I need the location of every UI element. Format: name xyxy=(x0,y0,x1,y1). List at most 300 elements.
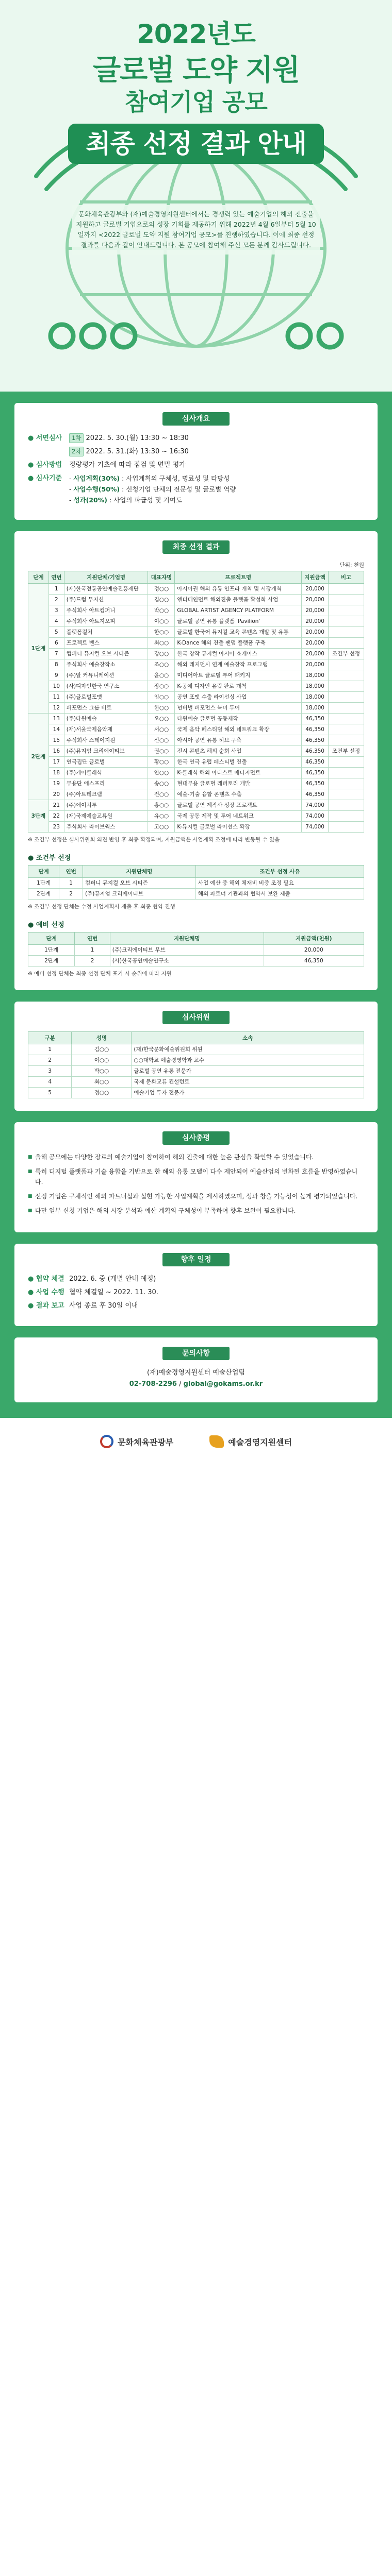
table-cell: 연극집단 글로벌 xyxy=(64,757,148,768)
table-cell xyxy=(329,757,364,768)
table-cell: 아시아권 해외 유통 인프라 개척 및 시장개척 xyxy=(175,584,302,595)
table-cell: 박○○ xyxy=(148,605,175,616)
table-cell: 1 xyxy=(28,1044,72,1055)
table-cell: 46,350 xyxy=(302,724,329,735)
table-header-cell: 대표자명 xyxy=(148,571,175,584)
table-cell: 퍼포먼스 그룹 비트 xyxy=(64,703,148,714)
table-cell: 국제 공동 제작 및 투어 네트워크 xyxy=(175,811,302,822)
table-row xyxy=(28,681,364,692)
final-note: ※ 조건부 선정은 심사위원회 의견 반영 후 최종 확정되며, 지원금액은 사업계획 조정에 따라 변동될 수 있음 xyxy=(28,837,280,843)
table-cell: 3 xyxy=(48,605,64,616)
hero-year: 2022년도 xyxy=(137,19,255,49)
table-row xyxy=(28,703,364,714)
table-row xyxy=(28,670,364,681)
table-cell xyxy=(329,605,364,616)
review-item: ■ 특히 디지털 플랫폼과 기술 융합을 기반으로 한 해외 유통 모델이 다수 제안되어 예술산업의 변화된 흐름을 반영하였습니다. xyxy=(28,1166,364,1187)
table-body xyxy=(28,878,364,900)
final-results-table xyxy=(28,571,364,833)
table-row xyxy=(28,584,364,595)
table-cell: 18,000 xyxy=(302,670,329,681)
table-header-row xyxy=(28,571,364,584)
table-header-row xyxy=(28,933,364,945)
contact-org: (재)예술경영지원센터 예술산업팀 xyxy=(146,1369,246,1377)
table-header-cell: 단계 xyxy=(28,933,75,945)
table-cell: (주)다원예술 xyxy=(64,714,148,724)
table-cell: (주)아트테크랩 xyxy=(64,789,148,800)
table-cell: 20,000 xyxy=(302,605,329,616)
table-cell: 조건부 선정 xyxy=(329,746,364,757)
reserve-note: ※ 예비 선정 단체는 최종 선정 단체 포기 시 순위에 따라 지원 xyxy=(28,971,172,977)
table-header-row xyxy=(28,1032,364,1044)
procedure-title: 향후 일정 xyxy=(162,1253,230,1266)
table-header-cell: 지원단체명 xyxy=(110,933,264,945)
table-cell xyxy=(329,595,364,605)
unit-label: 단위: 천원 xyxy=(339,562,364,568)
procedure-key: ● 협약 체결 xyxy=(28,1275,64,1283)
schedule-value: 정량평가 기초에 따라 점검 및 면밀 평가 xyxy=(69,461,186,469)
table-cell: 9 xyxy=(48,670,64,681)
table-cell: 조○○ xyxy=(148,659,175,670)
table-header-cell: 단계 xyxy=(28,571,49,584)
table-cell xyxy=(329,735,364,746)
kams-logo-icon xyxy=(209,1435,224,1448)
table-cell: 글로벌 공연 유통 전문가 xyxy=(132,1066,364,1077)
table-cell: 정○○ xyxy=(72,1088,132,1098)
table-row xyxy=(28,811,364,822)
table-cell: K-뮤지컬 글로벌 라이선스 확장 xyxy=(175,822,302,833)
table-cell: 한국 창작 뮤지컬 아시아 쇼케이스 xyxy=(175,649,302,659)
schedule-title: 심사개요 xyxy=(162,412,230,426)
table-cell xyxy=(329,670,364,681)
stage-cell: 2단계 xyxy=(28,714,49,800)
procedure-value: 협약 체결일 ~ 2022. 11. 30. xyxy=(69,1289,158,1296)
table-cell: 4 xyxy=(48,616,64,627)
table-cell: 1 xyxy=(48,584,64,595)
reserve-title: ● 예비 선정 xyxy=(28,921,64,929)
table-cell: 15 xyxy=(48,735,64,746)
table-cell: 1 xyxy=(75,945,110,956)
table-row xyxy=(28,1088,364,1098)
table-cell: 오○○ xyxy=(148,714,175,724)
table-header-cell: 지원금액(천원) xyxy=(264,933,364,945)
schedule-row xyxy=(28,460,364,471)
table-header-cell: 연번 xyxy=(48,571,64,584)
table-cell: 17 xyxy=(48,757,64,768)
table-cell: (주)에이치투 xyxy=(64,800,148,811)
table-row xyxy=(28,945,364,956)
table-cell: 3 xyxy=(28,1066,72,1077)
schedule-key: ● 심사기준 xyxy=(28,474,62,482)
table-cell: 정○○ xyxy=(148,584,175,595)
table-cell: 74,000 xyxy=(302,800,329,811)
table-cell: 2 xyxy=(59,889,83,900)
conditional-title: ● 조건부 선정 xyxy=(28,854,71,862)
table-cell xyxy=(329,800,364,811)
criteria-item: - 사업계획(30%) : 사업계획의 구체성, 명료성 및 타당성 xyxy=(69,474,230,482)
table-cell xyxy=(329,692,364,703)
table-cell: 18 xyxy=(48,768,64,778)
table-row xyxy=(28,692,364,703)
kams-logo xyxy=(209,1435,292,1448)
table-cell: 현대무용 글로벌 레퍼토리 개발 xyxy=(175,778,302,789)
table-cell: 4 xyxy=(28,1077,72,1088)
table-header-cell: 지원금액 xyxy=(302,571,329,584)
table-cell: 조건부 선정 xyxy=(329,649,364,659)
table-row xyxy=(28,746,364,757)
table-cell: 46,350 xyxy=(302,746,329,757)
table-cell: 엔터테인먼트 해외진출 플랫폼 활성화 사업 xyxy=(175,595,302,605)
table-cell: 장○○ xyxy=(148,681,175,692)
contact-email[interactable]: global@gokams.or.kr xyxy=(183,1380,263,1388)
table-cell xyxy=(329,811,364,822)
table-row xyxy=(28,956,364,967)
procedure-card xyxy=(14,1244,378,1326)
table-cell: (주)드럼 무지션 xyxy=(64,595,148,605)
table-cell: 이○○ xyxy=(148,616,175,627)
hero-title: 글로벌 도약 지원 xyxy=(93,54,299,87)
schedule-key: ● 서면심사 xyxy=(28,434,62,442)
schedule-key xyxy=(28,446,69,457)
procedure-row xyxy=(28,1300,364,1312)
hero xyxy=(0,0,392,392)
review-title: 심사총평 xyxy=(162,1131,230,1145)
table-cell: 해외 레지던시 연계 예술창작 프로그램 xyxy=(175,659,302,670)
table-cell: 미디어아트 글로벌 투어 패키지 xyxy=(175,670,302,681)
table-cell: 22 xyxy=(48,811,64,822)
table-cell: 권○○ xyxy=(148,746,175,757)
table-cell: 임○○ xyxy=(148,692,175,703)
table-cell: (재)국제예술교류원 xyxy=(64,811,148,822)
table-row xyxy=(28,627,364,638)
table-cell: 컴퍼니 뮤지컬 오브 시티즌 xyxy=(83,878,196,889)
review-item: ■ 선정 기업은 구체적인 해외 파트너십과 실현 가능한 사업계획을 제시하였으며, 성과 창출 가능성이 높게 평가되었습니다. xyxy=(28,1191,364,1201)
mcst-logo-icon xyxy=(100,1435,113,1448)
table-cell: 안○○ xyxy=(148,768,175,778)
kams-logo-text: 예술경영지원센터 xyxy=(228,1437,292,1447)
hero-subtitle: 참여기업 공모 xyxy=(125,88,267,116)
table-cell: 주식회사 아트지오피 xyxy=(64,616,148,627)
contact-card xyxy=(14,1337,378,1402)
table-row xyxy=(28,649,364,659)
table-cell: (주)뮤지엄 크리에이티브 xyxy=(64,746,148,757)
table-cell: 20,000 xyxy=(302,584,329,595)
content-frame xyxy=(0,392,392,1418)
table-row xyxy=(28,822,364,833)
table-cell: 전○○ xyxy=(148,789,175,800)
table-cell xyxy=(329,703,364,714)
table-row xyxy=(28,659,364,670)
table-cell: 46,350 xyxy=(302,789,329,800)
table-cell: 컴퍼니 뮤지컬 오브 시티즌 xyxy=(64,649,148,659)
table-cell: 8 xyxy=(48,659,64,670)
table-cell: 주식회사 라이브웍스 xyxy=(64,822,148,833)
mcst-logo xyxy=(100,1435,173,1448)
table-cell: 46,350 xyxy=(302,714,329,724)
table-cell: 무용단 에스프리 xyxy=(64,778,148,789)
table-cell: (주)글로벌포맷 xyxy=(64,692,148,703)
table-cell: (재)한국문화예술위원회 위원 xyxy=(132,1044,364,1055)
table-row xyxy=(28,778,364,789)
table-cell: 글로벌 한국어 뮤지컬 교육 콘텐츠 개발 및 유통 xyxy=(175,627,302,638)
table-cell: 46,350 xyxy=(302,757,329,768)
table-cell: 46,350 xyxy=(302,735,329,746)
table-cell: 20 xyxy=(48,789,64,800)
table-body xyxy=(28,1044,364,1098)
table-cell xyxy=(329,638,364,649)
hero-banner: 최종 선정 결과 안내 xyxy=(68,124,324,164)
table-cell: 최○○ xyxy=(72,1077,132,1088)
table-cell xyxy=(329,724,364,735)
table-cell xyxy=(329,789,364,800)
table-row xyxy=(28,616,364,627)
schedule-row xyxy=(28,446,364,457)
table-cell: 2 xyxy=(48,595,64,605)
schedule-value: 2차 2022. 5. 31.(화) 13:30 ~ 16:30 xyxy=(69,446,364,457)
table-cell: 주식회사 예술창작소 xyxy=(64,659,148,670)
table-row xyxy=(28,724,364,735)
review-list xyxy=(28,1152,364,1216)
table-cell: 7 xyxy=(48,649,64,659)
contact-line: 02-708-2296 / global@gokams.or.kr xyxy=(129,1380,263,1388)
table-cell: 46,350 xyxy=(302,768,329,778)
table-cell: 20,000 xyxy=(302,595,329,605)
table-cell: 한○○ xyxy=(148,627,175,638)
table-cell: 황○○ xyxy=(148,757,175,768)
schedule-row xyxy=(28,473,364,505)
procedure-value: 사업 종료 후 30일 이내 xyxy=(69,1302,138,1310)
table-cell: 1단계 xyxy=(28,878,59,889)
table-header-cell: 구분 xyxy=(28,1032,72,1044)
table-cell: 사업 예산 중 해외 체재비 비중 조정 필요 xyxy=(195,878,364,889)
schedule-value: 1차 2022. 5. 30.(월) 13:30 ~ 18:30 xyxy=(69,433,364,444)
table-body xyxy=(28,584,364,833)
conditional-note: ※ 조건부 선정 단체는 수정 사업계획서 제출 후 최종 협약 진행 xyxy=(28,904,175,910)
criteria-item: - 사업수행(50%) : 신청기업 단체의 전문성 및 글로벌 역량 xyxy=(69,485,236,493)
table-cell: 글로벌 공연 유통 플랫폼 'Pavilion' xyxy=(175,616,302,627)
table-cell: 송○○ xyxy=(148,778,175,789)
table-cell: 플랫폼컬처 xyxy=(64,627,148,638)
table-header-cell: 연번 xyxy=(59,866,83,878)
table-cell: (주)뮤지엄 크리에이티브 xyxy=(83,889,196,900)
table-cell: 전시 콘텐츠 해외 순회 사업 xyxy=(175,746,302,757)
table-row xyxy=(28,878,364,889)
table-cell: K-클래식 해외 아티스트 매니지먼트 xyxy=(175,768,302,778)
table-row xyxy=(28,1066,364,1077)
table-cell: 74,000 xyxy=(302,822,329,833)
table-row xyxy=(28,1077,364,1088)
table-row xyxy=(28,789,364,800)
table-cell: 프로젝트 밴스 xyxy=(64,638,148,649)
table-cell: (사)한국공연예술연구소 xyxy=(110,956,264,967)
table-cell: 18,000 xyxy=(302,681,329,692)
table-cell: 고○○ xyxy=(148,822,175,833)
review-item: ■ 올해 공모에는 다양한 장르의 예술기업이 참여하여 해외 진출에 대한 높은 관심을 확인할 수 있었습니다. xyxy=(28,1152,364,1162)
table-cell: 다원예술 글로벌 공동제작 xyxy=(175,714,302,724)
mcst-logo-text: 문화체육관광부 xyxy=(118,1437,174,1447)
table-cell xyxy=(329,778,364,789)
table-cell: 2단계 xyxy=(28,956,75,967)
table-cell: 해외 파트너 기관과의 협약서 보완 제출 xyxy=(195,889,364,900)
table-cell: 홍○○ xyxy=(148,800,175,811)
table-row xyxy=(28,605,364,616)
committee-title: 심사위원 xyxy=(162,1011,230,1024)
table-cell: 국제 문화교류 컨설턴트 xyxy=(132,1077,364,1088)
table-cell: (사)디자인한국 연구소 xyxy=(64,681,148,692)
procedure-key: ● 사업 수행 xyxy=(28,1289,64,1296)
table-cell: 11 xyxy=(48,692,64,703)
table-cell xyxy=(329,627,364,638)
table-cell: 이○○ xyxy=(72,1055,132,1066)
table-cell: 18,000 xyxy=(302,692,329,703)
table-cell: (재)한국전통공연예술진흥재단 xyxy=(64,584,148,595)
table-row xyxy=(28,735,364,746)
table-cell: 23 xyxy=(48,822,64,833)
procedure-list xyxy=(28,1274,364,1312)
table-cell xyxy=(329,822,364,833)
table-cell: (주)케이클래식 xyxy=(64,768,148,778)
table-cell: 46,350 xyxy=(302,778,329,789)
table-row xyxy=(28,714,364,724)
table-cell: 윤○○ xyxy=(148,670,175,681)
table-cell: 예술기업 투자 전문가 xyxy=(132,1088,364,1098)
table-cell: 아시아 공연 유통 허브 구축 xyxy=(175,735,302,746)
table-cell: 21 xyxy=(48,800,64,811)
table-cell: K-공예 디자인 유럽 판로 개척 xyxy=(175,681,302,692)
table-header-cell: 프로젝트명 xyxy=(175,571,302,584)
table-header-cell: 조건부 선정 사유 xyxy=(195,866,364,878)
table-cell: 김○○ xyxy=(148,595,175,605)
conditional-table xyxy=(28,865,364,900)
table-cell xyxy=(329,659,364,670)
table-cell: 김○○ xyxy=(72,1044,132,1055)
table-cell: 2 xyxy=(75,956,110,967)
table-cell xyxy=(329,616,364,627)
table-cell: 10 xyxy=(48,681,64,692)
table-cell: 13 xyxy=(48,714,64,724)
table-cell: 넌버벌 퍼포먼스 북미 투어 xyxy=(175,703,302,714)
table-cell: 5 xyxy=(28,1088,72,1098)
table-cell: 주식회사 스테이지원 xyxy=(64,735,148,746)
table-header-cell: 성명 xyxy=(72,1032,132,1044)
table-cell: 19 xyxy=(48,778,64,789)
table-cell: 글로벌 공연 제작사 성장 프로젝트 xyxy=(175,800,302,811)
table-cell xyxy=(329,681,364,692)
schedule-card xyxy=(14,403,378,520)
table-header-row xyxy=(28,866,364,878)
review-item: ■ 다만 일부 신청 기업은 해외 시장 분석과 예산 계획의 구체성이 부족하여 향후 보완이 필요합니다. xyxy=(28,1206,364,1216)
table-row xyxy=(28,1044,364,1055)
table-cell: ○○대학교 예술경영학과 교수 xyxy=(132,1055,364,1066)
table-cell: 18,000 xyxy=(302,703,329,714)
table-cell: 20,000 xyxy=(302,627,329,638)
table-cell: 5 xyxy=(48,627,64,638)
table-row xyxy=(28,800,364,811)
table-cell: 46,350 xyxy=(264,956,364,967)
table-cell xyxy=(329,768,364,778)
table-row xyxy=(28,889,364,900)
table-cell: 유○○ xyxy=(148,811,175,822)
table-header-cell: 지원단체/기업명 xyxy=(64,571,148,584)
table-row xyxy=(28,595,364,605)
review-card xyxy=(14,1122,378,1232)
table-cell: 14 xyxy=(48,724,64,735)
schedule-key: ● 심사방법 xyxy=(28,461,62,469)
table-cell: 1 xyxy=(59,878,83,889)
table-cell: 공연 포맷 수출 라이선싱 사업 xyxy=(175,692,302,703)
table-cell: 최○○ xyxy=(148,638,175,649)
table-cell: 2 xyxy=(28,1055,72,1066)
stage-cell: 1단계 xyxy=(28,584,49,714)
table-header-cell: 연번 xyxy=(75,933,110,945)
committee-card xyxy=(14,1002,378,1111)
table-cell: 2단계 xyxy=(28,889,59,900)
table-row xyxy=(28,1055,364,1066)
table-cell: 6 xyxy=(48,638,64,649)
footer xyxy=(0,1418,392,1465)
table-cell: 12 xyxy=(48,703,64,714)
final-results-title: 최종 선정 결과 xyxy=(162,540,230,554)
contact-box xyxy=(28,1367,364,1390)
table-cell: 서○○ xyxy=(148,724,175,735)
table-cell: 20,000 xyxy=(302,649,329,659)
procedure-value: 2022. 6. 중 (개별 안내 예정) xyxy=(69,1275,156,1283)
table-cell: (재)서울국제음악제 xyxy=(64,724,148,735)
table-cell: 강○○ xyxy=(148,649,175,659)
table-cell: 74,000 xyxy=(302,811,329,822)
table-cell xyxy=(329,714,364,724)
table-cell: 박○○ xyxy=(72,1066,132,1077)
table-cell: 한국 연극 유럽 페스티벌 진출 xyxy=(175,757,302,768)
table-header-cell: 소속 xyxy=(132,1032,364,1044)
table-cell: GLOBAL ARTIST AGENCY PLATFORM xyxy=(175,605,302,616)
contact-tel[interactable]: 02-708-2296 xyxy=(129,1380,177,1388)
table-cell: 20,000 xyxy=(302,616,329,627)
table-cell: 한○○ xyxy=(148,703,175,714)
table-cell: 예술-기술 융합 콘텐츠 수출 xyxy=(175,789,302,800)
table-cell: 1단계 xyxy=(28,945,75,956)
table-cell: K-Dance 해외 진출 팬덤 플랫폼 구축 xyxy=(175,638,302,649)
stage-cell: 3단계 xyxy=(28,800,49,833)
procedure-key: ● 결과 보고 xyxy=(28,1302,64,1310)
table-header-cell: 단계 xyxy=(28,866,59,878)
table-cell: 신○○ xyxy=(148,735,175,746)
table-row xyxy=(28,638,364,649)
table-cell: 20,000 xyxy=(302,659,329,670)
reserve-table xyxy=(28,932,364,967)
table-cell: 20,000 xyxy=(302,638,329,649)
hero-intro: 문화체육관광부와 (재)예술경영지원센터에서는 경쟁력 있는 예술기업의 해외 진출을 지원하고 글로벌 기업으로의 성장 기회를 제공하기 위해 2022년 4월 6일부터 5월 10일까지 <2022 글로벌 도약 지원 참여기업 공모>를 진행하였습니다. 이에 최종 선정 결과를 다음과 같이 안내드립니다. 본 공모에 참여해 주신 모든 분께 감사드립니다. xyxy=(72,205,320,255)
committee-table xyxy=(28,1031,364,1098)
criteria-item: - 성과(20%) : 사업의 파급성 및 기여도 xyxy=(69,496,182,504)
final-results-card xyxy=(14,531,378,990)
procedure-row xyxy=(28,1274,364,1285)
table-row xyxy=(28,768,364,778)
table-cell: 국제 음악 페스티벌 해외 네트워크 확장 xyxy=(175,724,302,735)
table-cell: (주)알 커뮤니케이션 xyxy=(64,670,148,681)
procedure-row xyxy=(28,1287,364,1298)
table-cell: (주)크리에이티브 무브 xyxy=(110,945,264,956)
table-header-cell: 지원단체명 xyxy=(83,866,196,878)
table-cell xyxy=(329,584,364,595)
table-header-cell: 비고 xyxy=(329,571,364,584)
schedule-row xyxy=(28,433,364,444)
table-body xyxy=(28,945,364,967)
contact-title: 문의사항 xyxy=(162,1347,230,1360)
table-cell: 16 xyxy=(48,746,64,757)
table-cell: 주식회사 아트컴퍼니 xyxy=(64,605,148,616)
table-cell: 20,000 xyxy=(264,945,364,956)
table-row xyxy=(28,757,364,768)
